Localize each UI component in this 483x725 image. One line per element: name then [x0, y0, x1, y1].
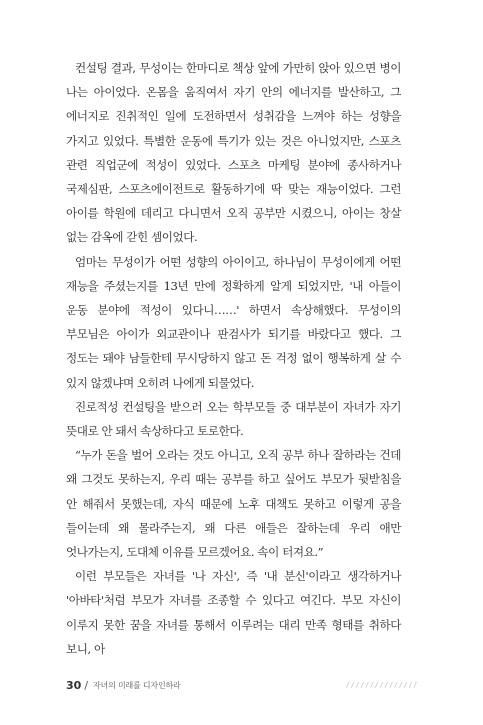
running-book-title: 자녀의 미래를 디자인하라	[93, 680, 181, 690]
paragraph-parent-quote: “누가 돈을 벌어 오라는 것도 아니고, 오직 공부 하나 잘하라는 건데 왜 그것도 못하는지, 우리 때는 공부를 하고 싶어도 부모가 뒷받침을 안 해줘서 못했는데, 자식 때문에 노후 대책도 못하고 이렇게 공을 들이는데 왜 몰라주는지, 왜 다른 애들은 잘하는데 우리 애만 엇나가는지, 도대체 이유를 모르겠어요. 속이 터져요.”	[66, 448, 401, 560]
body-text	[66, 56, 401, 661]
footer-separator: /	[84, 678, 89, 692]
paragraph-parents-complaint: 진로적성 컨설팅을 받으러 오는 학부모들 중 대부분이 자녀가 자기 뜻대로 안 돼서 속상하다고 토로한다.	[66, 399, 401, 439]
paragraph-avatar-parents: 이런 부모들은 자녀를 '나 자신', 즉 '내 분신'이라고 생각하거나 '아바타'처럼 부모가 자녀를 조종할 수 있다고 여긴다. 부모 자신이 이루지 못한 꿈을 자녀를 통해서 이루려는 대리 만족 형태를 취하다 보니, 아	[66, 569, 401, 656]
paragraph-mother-reaction: 엄마는 무성이가 어떤 성향의 아이이고, 하나님이 무성이에게 어떤 재능을 주셨는지를 13년 만에 정확하게 알게 되었지만, '내 아들이 운동 분야에 적성이 있다니……' 하면서 속상해했다. 무성이의 부모님은 아이가 외교관이나 판검사가 되기를 바랐다고 했다. 그 정도는 돼야 남들한테 무시당하지 않고 돈 걱정 없이 행복하게 살 수 있지 않겠냐며 오히려 나에게 되물었다.	[66, 254, 401, 390]
page-footer	[66, 676, 418, 694]
page-number: 30	[66, 678, 82, 692]
footer-slash-decoration: ///////////////	[345, 681, 418, 689]
paragraph-consulting-result: 컨설팅 결과, 무성이는 한마디로 책상 앞에 가만히 앉아 있으면 병이 나는 아이었다. 온몸을 움직여서 자기 안의 에너지를 발산하고, 그 에너지로 진취적인 일에 도전하면서 성취감을 느껴야 하는 성향을 가지고 있었다. 특별한 운동에 특기가 있는 것은 아니었지만, 스포츠 관련 직업군에 적성이 있었다. 스포츠 마케팅 분야에 종사하거나 국제심판, 스포츠에이전트로 활동하기에 딱 맞는 재능이었다. 그런 아이를 학원에 데리고 다니면서 오직 공부만 시켰으니, 아이는 창살 없는 감옥에 갇힌 셈이었다.	[66, 61, 401, 245]
